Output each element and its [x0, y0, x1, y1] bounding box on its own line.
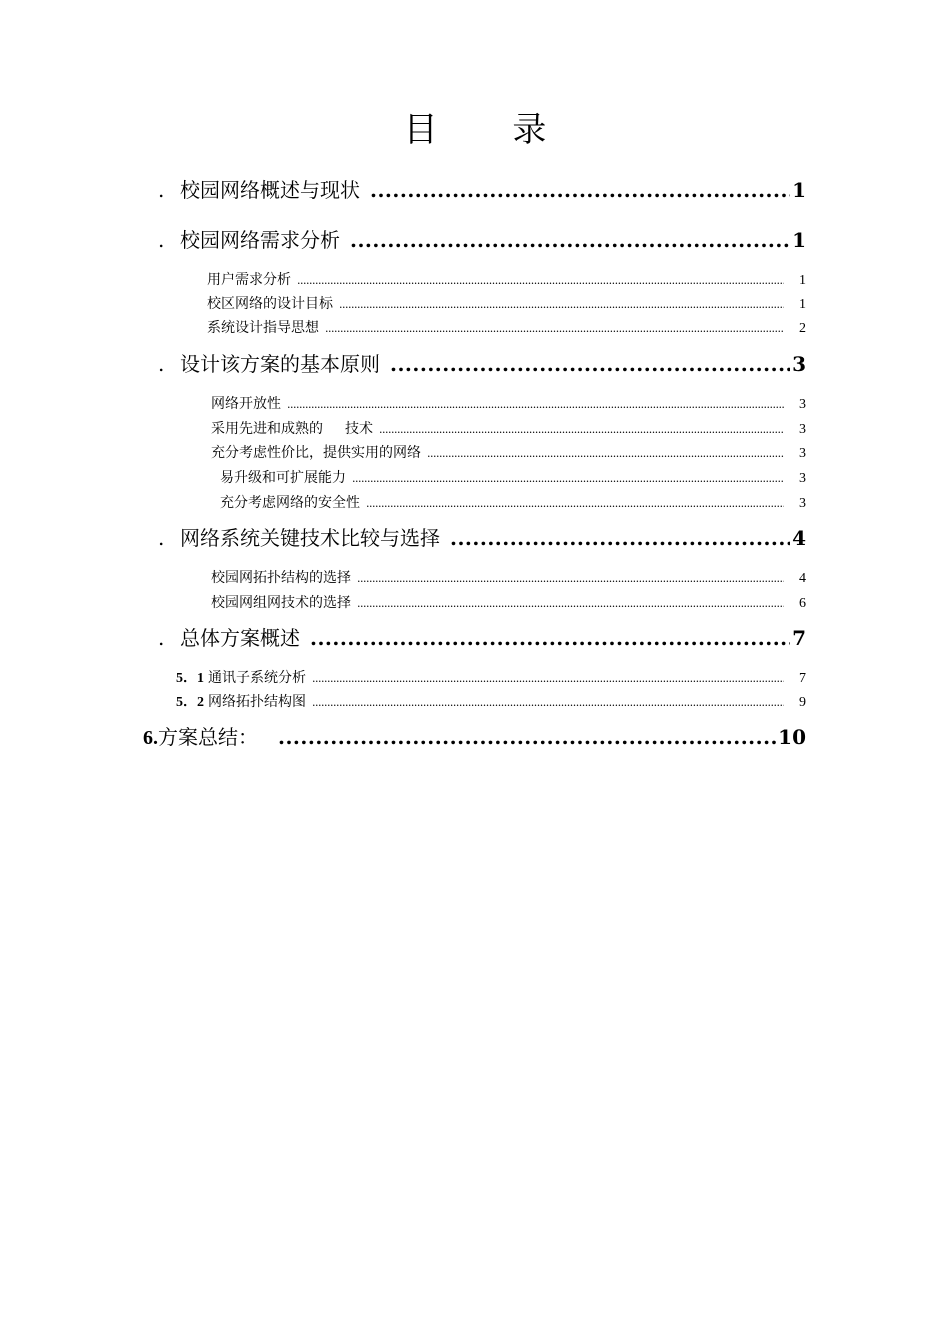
toc-entry-label: 校园网组网技术的选择	[211, 595, 351, 611]
toc-entry-page: 2	[799, 321, 806, 336]
toc-entry-label	[211, 418, 373, 438]
dot-leader	[350, 228, 790, 252]
dot-leader	[370, 178, 790, 202]
toc-entry-chapter-1[interactable]	[158, 174, 806, 202]
toc-entry-page: 7	[792, 626, 806, 650]
toc-entry-label: 通讯子系统分析	[208, 670, 306, 686]
toc-entry-number: .	[158, 228, 165, 252]
toc-entry-chapter-5[interactable]	[158, 622, 806, 650]
toc-entry-page: 3	[799, 471, 806, 486]
toc-entry-page: 3	[799, 422, 806, 437]
toc-entry-label: 总体方案概述	[180, 626, 300, 650]
dot-leader	[325, 320, 784, 336]
toc-entry-label: 网络开放性	[211, 396, 281, 412]
toc-entry-label-part: 技术	[345, 421, 373, 437]
toc-entry-page: 3	[799, 397, 806, 412]
toc-entry-number: 6.	[143, 727, 158, 749]
toc-entry-number: .	[158, 526, 165, 550]
toc-entry-page: 3	[792, 352, 806, 376]
dot-leader	[390, 352, 790, 376]
dot-leader	[287, 396, 784, 412]
toc-entry-number: .	[158, 178, 165, 202]
dot-leader	[366, 495, 784, 511]
dot-leader	[357, 595, 784, 611]
toc-entry-label: 校园网拓扑结构的选择	[211, 570, 351, 586]
toc-entry-page: 7	[799, 671, 806, 686]
toc-entry-section[interactable]	[176, 691, 806, 711]
toc-entry-label: 校区网络的设计目标	[207, 296, 333, 312]
dot-leader	[357, 570, 784, 586]
toc-entry-section[interactable]	[220, 467, 806, 487]
toc-entry-page: 4	[799, 571, 806, 586]
toc-entry-label: 系统设计指导思想	[207, 320, 319, 336]
toc-entry-label: 充分考虑性价比，提供实用的网络	[211, 445, 421, 461]
toc-entry-label: 网络拓扑结构图	[208, 694, 306, 710]
dot-leader	[312, 694, 784, 710]
toc-entry-page: 1	[792, 178, 806, 202]
toc-title: 目 录	[403, 110, 579, 150]
dot-leader	[450, 526, 790, 550]
toc-entry-label: 校园网络概述与现状	[180, 178, 360, 202]
toc-entry-section[interactable]	[176, 667, 806, 687]
toc-entry-page: 4	[792, 526, 806, 550]
toc-entry-number: .	[158, 626, 165, 650]
dot-leader	[352, 470, 784, 486]
toc-entry-page: 1	[799, 297, 806, 312]
dot-leader	[310, 626, 790, 650]
toc-entry-label: 方案总结：	[158, 725, 258, 749]
toc-entry-page: 3	[799, 496, 806, 511]
toc-entry-label: 校园网络需求分析	[180, 228, 340, 252]
toc-entry-page: 3	[799, 446, 806, 461]
toc-entry-page: 6	[799, 596, 806, 611]
toc-entry-section[interactable]	[220, 492, 806, 512]
toc-entry-page: 10	[778, 725, 806, 749]
toc-entry-label: 用户需求分析	[207, 272, 291, 288]
toc-entry-page: 9	[799, 695, 806, 710]
toc-entry-number: 5．1	[176, 671, 204, 686]
toc-entry-chapter-2[interactable]	[158, 224, 806, 252]
toc-entry-label-part: 采用先进和成熟的	[211, 421, 323, 437]
toc-entry-page: 1	[792, 228, 806, 252]
toc-entry-number: 5．2	[176, 695, 204, 710]
toc-entry-chapter-4[interactable]	[158, 522, 806, 550]
toc-entry-section[interactable]	[207, 317, 806, 337]
toc-entry-label: 设计该方案的基本原则	[180, 352, 380, 376]
toc-entry-page: 1	[799, 273, 806, 288]
dot-leader	[297, 272, 784, 288]
toc-entry-number: .	[158, 352, 165, 376]
toc-entry-label: 网络系统关键技术比较与选择	[180, 526, 440, 550]
toc-entry-label: 充分考虑网络的安全性	[220, 495, 360, 511]
toc-entry-section[interactable]	[211, 418, 806, 438]
toc-entry-chapter-3[interactable]	[158, 348, 806, 376]
dot-leader	[278, 725, 776, 749]
toc-entry-label: 易升级和可扩展能力	[220, 470, 346, 486]
dot-leader	[312, 670, 784, 686]
dot-leader	[339, 296, 784, 312]
dot-leader	[427, 445, 784, 461]
toc-entry-section[interactable]	[207, 269, 806, 289]
toc-entry-section[interactable]	[211, 592, 806, 612]
toc-entry-section[interactable]	[211, 393, 806, 413]
toc-entry-section[interactable]	[211, 567, 806, 587]
dot-leader	[379, 421, 784, 437]
toc-entry-section[interactable]	[211, 442, 806, 462]
toc-entry-chapter-6[interactable]	[143, 721, 806, 749]
toc-entry-section[interactable]	[207, 293, 806, 313]
